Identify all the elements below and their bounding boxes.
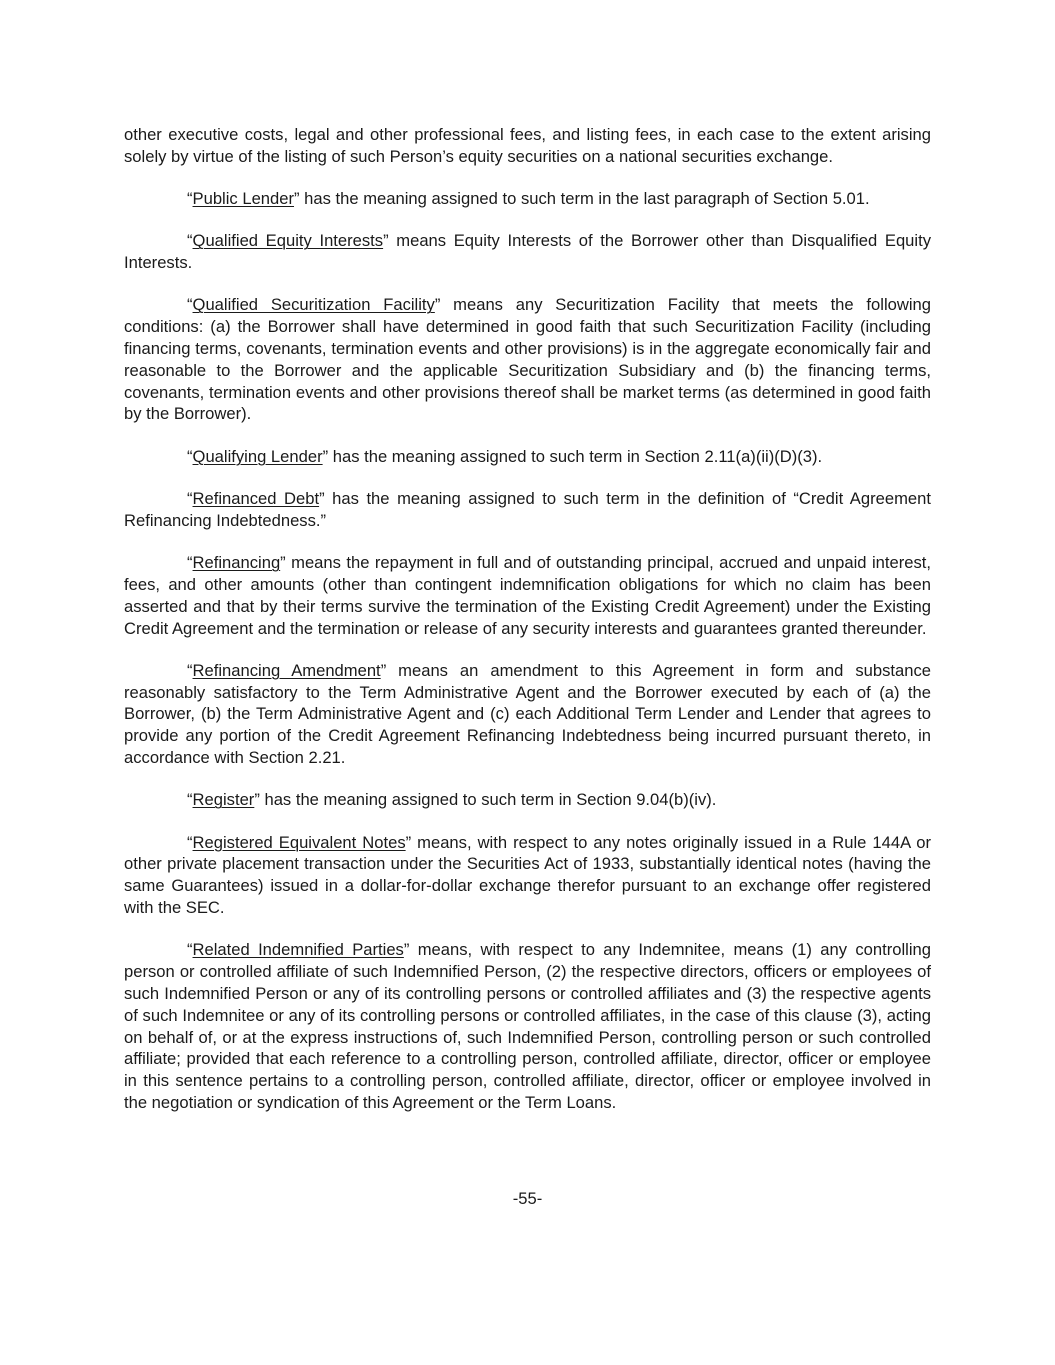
definition-text: ” means Equity Interests of the Borrower other than Disqualified Equity Interests. — [124, 231, 931, 273]
definition-text: ” means, with respect to any Indemnitee, means (1) any controlling person or controlled affiliate of such Indemnified Person, (2) the respective directors, officers or employees of such Indemnified Person or any of its controlling persons or controlled affiliates and (3) the respective agents of such Indemnitee or any of its controlling persons or controlled affiliates, in the case of this clause (3), acting on behalf of, or at the express instructions of, such Indemnified Person, controlling person or such controlled affiliate; provided that each reference to a controlling person, controlled affiliate, director, officer or employee in this sentence pertains to a controlling person, controlled affiliate, director, officer or employee involved in the negotiation or syndication of this Agreement or the Term Loans. — [124, 940, 931, 1112]
open-quote: “ — [187, 489, 193, 509]
defined-term: Register — [192, 790, 255, 810]
page-number: -55- — [512, 1189, 543, 1208]
definition-text: ” has the meaning assigned to such term in the last paragraph of Section 5.01. — [294, 189, 870, 209]
definition-registered-equivalent-notes — [124, 832, 931, 919]
defined-term: Refinancing Amendment — [192, 660, 381, 680]
defined-term: Public Lender — [192, 189, 295, 209]
defined-term: Refinancing — [192, 553, 281, 573]
definition-text: ” has the meaning assigned to such term in Section 2.11(a)(ii)(D)(3). — [322, 446, 823, 466]
paragraph-continuation — [124, 124, 931, 168]
open-quote: “ — [187, 189, 193, 209]
definition-refinancing — [124, 552, 931, 639]
definition-text: ” has the meaning assigned to such term in Section 9.04(b)(iv). — [254, 790, 717, 810]
open-quote: “ — [187, 553, 193, 573]
paragraph-text: other executive costs, legal and other professional fees, and listing fees, in each case to the extent arising solely by virtue of the listing of such Person’s equity securities on a national securities exchange. — [124, 125, 931, 166]
open-quote: “ — [187, 295, 193, 315]
definition-register — [124, 789, 931, 811]
definition-text: ” means the repayment in full and of outstanding principal, accrued and unpaid interest, fees, and other amounts (other than contingent indemnification obligations for which no claim has been asserted and that by their terms survive the termination of the Existing Credit Agreement) under the Existing Credit Agreement and the termination or release of any security interests and guarantees granted thereunder. — [124, 553, 931, 638]
defined-term: Qualified Equity Interests — [192, 231, 384, 251]
defined-term: Registered Equivalent Notes — [192, 832, 406, 852]
defined-term: Related Indemnified Parties — [192, 940, 404, 960]
definition-public-lender — [124, 188, 931, 210]
document-body — [124, 124, 931, 1134]
definition-refinanced-debt — [124, 488, 931, 532]
open-quote: “ — [187, 790, 193, 810]
defined-term: Refinanced Debt — [192, 489, 320, 509]
defined-term: Qualified Securitization Facility — [192, 295, 435, 315]
open-quote: “ — [187, 446, 193, 466]
open-quote: “ — [187, 231, 193, 251]
defined-term: Qualifying Lender — [192, 446, 323, 466]
definition-qualified-securitization-facility — [124, 294, 931, 425]
definition-text: ” means an amendment to this Agreement in form and substance reasonably satisfactory to the Term Administrative Agent and the Borrower executed by each of (a) the Borrower, (b) the Term Administrative Agent and (c) each Additional Term Lender and Lender that agrees to provide any portion of the Credit Agreement Refinancing Indebtedness being incurred pursuant thereto, in accordance with Section 2.21. — [124, 660, 931, 768]
definition-text: ” means any Securitization Facility that meets the following conditions: (a) the Borrower shall have determined in good faith that such Securitization Facility (including financing terms, covenants, termination events and other provisions) is in the aggregate economically fair and reasonable to the Borrower and the applicable Securitization Subsidiary and (b) the financing terms, covenants, termination events and other provisions thereof shall be market terms (as determined in good faith by the Borrower). — [124, 295, 931, 424]
definition-text: ” means, with respect to any notes originally issued in a Rule 144A or other private placement transaction under the Securities Act of 1933, substantially identical notes (having the same Guarantees) issued in a dollar-for-dollar exchange therefor pursuant to an exchange offer registered with the SEC. — [124, 832, 931, 918]
open-quote: “ — [187, 940, 193, 960]
definition-text: ” has the meaning assigned to such term in the definition of “Credit Agreement Refinancing Indebtedness.” — [124, 489, 931, 530]
definition-qualifying-lender — [124, 446, 931, 468]
open-quote: “ — [187, 660, 193, 680]
definition-related-indemnified-parties — [124, 939, 931, 1113]
definition-refinancing-amendment — [124, 660, 931, 769]
definition-qualified-equity-interests — [124, 230, 931, 274]
open-quote: “ — [187, 832, 193, 852]
